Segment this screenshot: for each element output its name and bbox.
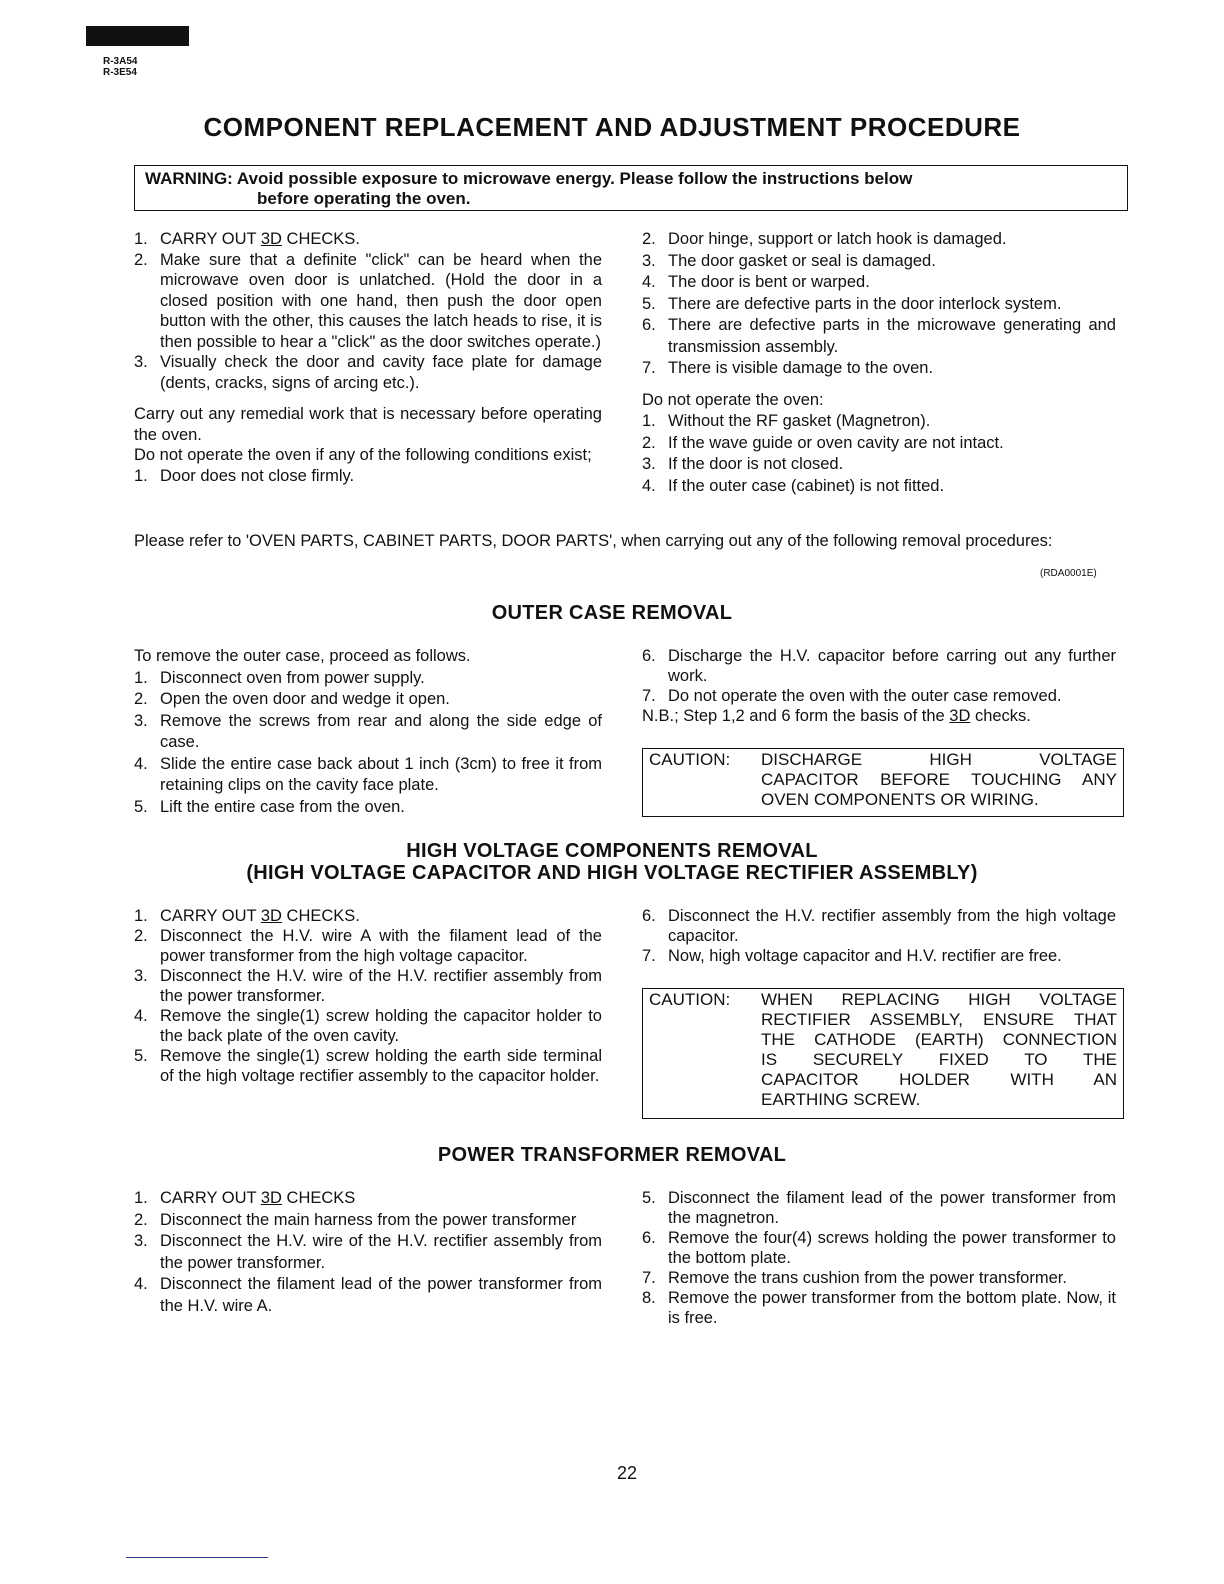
outer-case-left-column	[134, 646, 602, 818]
intro-right-column	[642, 229, 1116, 497]
list-item: 5. Lift the entire case from the oven.	[134, 797, 405, 816]
page-number: 22	[616, 1463, 638, 1483]
list-item: 6. Discharge the H.V. capacitor before carring out any further work.	[642, 647, 1116, 685]
list-item: 2. Open the oven door and wedge it open.	[134, 690, 450, 708]
remedial-text: Carry out any remedial work that is necessary before operating the oven.	[134, 405, 602, 444]
conditions-text: Do not operate the oven if any of the following conditions exist;	[134, 446, 592, 464]
list-item: 7. Do not operate the oven with the outer case removed.	[642, 687, 1062, 705]
list-item: 3. Remove the screws from rear and along the side edge of case.	[134, 711, 602, 751]
caution-box-rectifier: CAUTION: WHEN REPLACING HIGH VOLTAGE RECTIFIER ASSEMBLY, ENSURE THAT THE CATHODE (EARTH) CONNECTION IS SECURELY FIXED TO THE CAPACITOR HOLDER WITH AN EARTHING SCREW.	[642, 988, 1124, 1119]
pt-left-column	[134, 1188, 602, 1317]
list-item: 7. Now, high voltage capacitor and H.V. rectifier are free.	[642, 947, 1062, 965]
list-item: 2. Make sure that a definite "click" can be heard when the microwave oven door is unlatched. (Hold the door in a closed position with one hand, then push the door open button with the other, this causes the latch heads to rise, it is then possible to hear a "click" as the door switches operate.)	[134, 250, 602, 351]
list-item: 4. The door is bent or warped.	[642, 273, 870, 291]
nb-note: N.B.; Step 1,2 and 6 form the basis of the 3D checks.	[642, 707, 1031, 725]
document-code: (RDA0001E)	[1040, 568, 1097, 579]
refer-text: Please refer to 'OVEN PARTS, CABINET PARTS, DOOR PARTS', when carrying out any of the following removal procedures:	[134, 532, 1053, 550]
outer-case-intro: To remove the outer case, proceed as follows.	[134, 647, 471, 665]
list-item: 3. If the door is not closed.	[642, 455, 844, 473]
list-item: 3. Disconnect the H.V. wire of the H.V. rectifier assembly from the power transformer.	[134, 967, 602, 1005]
model-number: R-3E54	[103, 67, 137, 78]
list-item: 6. Disconnect the H.V. rectifier assembly from the high voltage capacitor.	[642, 907, 1116, 945]
do-not-operate-heading: Do not operate the oven:	[642, 390, 824, 409]
list-item: 7. Remove the trans cushion from the power transformer.	[642, 1269, 1067, 1287]
list-item: 4. Slide the entire case back about 1 inch (3cm) to free it from retaining clips on the cavity face plate.	[134, 754, 602, 794]
section-title-hv-components: HIGH VOLTAGE COMPONENTS REMOVAL	[406, 840, 818, 862]
list-item: 5. There are defective parts in the door interlock system.	[642, 294, 1062, 313]
list-item: 2. Disconnect the H.V. wire A with the filament lead of the power transformer from the high voltage capacitor.	[134, 927, 602, 965]
header-black-bar	[86, 26, 189, 46]
list-item: 1. Disconnect oven from power supply.	[134, 668, 425, 687]
list-item: 5. Remove the single(1) screw holding the earth side terminal of the high voltage rectifier assembly to the capacitor holder.	[134, 1047, 602, 1085]
list-item: 4. Remove the single(1) screw holding the capacitor holder to the back plate of the oven cavity.	[134, 1007, 602, 1045]
section-title-power-transformer: POWER TRANSFORMER REMOVAL	[437, 1144, 787, 1166]
warning-box	[134, 165, 1128, 211]
list-item: 3. Disconnect the H.V. wire of the H.V. rectifier assembly from the power transformer.	[134, 1232, 602, 1272]
list-item: 4. Disconnect the filament lead of the power transformer from the H.V. wire A.	[134, 1275, 602, 1315]
list-item: 3. Visually check the door and cavity face plate for damage (dents, cracks, signs of arcing etc.).	[134, 353, 602, 392]
section-title-outer-case: OUTER CASE REMOVAL	[491, 602, 733, 624]
model-number: R-3A54	[103, 56, 138, 67]
caution-label: CAUTION:	[649, 990, 731, 1009]
list-item: 1. CARRY OUT 3D CHECKS	[134, 1189, 356, 1207]
page-title: COMPONENT REPLACEMENT AND ADJUSTMENT PROCEDURE	[203, 112, 1021, 142]
list-item: 1. Without the RF gasket (Magnetron).	[642, 412, 931, 430]
section-subtitle-hv-components: (HIGH VOLTAGE CAPACITOR AND HIGH VOLTAGE RECTIFIER ASSEMBLY)	[246, 862, 978, 884]
hv-left-column	[134, 906, 602, 1086]
footer-rule	[126, 1557, 268, 1558]
list-item: 3. The door gasket or seal is damaged.	[642, 251, 936, 270]
list-item: 2. Door hinge, support or latch hook is damaged.	[642, 230, 1007, 248]
caution-box-discharge: CAUTION: DISCHARGE HIGH VOLTAGE CAPACITOR BEFORE TOUCHING ANY OVEN COMPONENTS OR WIRING.	[642, 748, 1124, 817]
list-item: 1. CARRY OUT 3D CHECKS.	[134, 907, 360, 925]
list-item: 7. There is visible damage to the oven.	[642, 359, 934, 377]
intro-left-column	[134, 229, 602, 486]
list-item: 1. Door does not close firmly.	[134, 466, 355, 485]
model-numbers	[103, 56, 137, 78]
list-item: 8. Remove the power transformer from the bottom plate. Now, it is free.	[642, 1289, 1116, 1327]
warning-text-1: Avoid possible exposure to microwave energy. Please follow the instructions below	[236, 169, 913, 188]
list-item: 6. There are defective parts in the microwave generating and transmission assembly.	[642, 316, 1116, 356]
list-item: 1. CARRY OUT 3D CHECKS.	[134, 230, 360, 248]
warning-label: WARNING:	[145, 169, 233, 188]
warning-text-2: before operating the oven.	[257, 189, 471, 208]
list-item: 2. Disconnect the main harness from the power transformer	[134, 1210, 577, 1229]
list-item: 6. Remove the four(4) screws holding the power transformer to the bottom plate.	[642, 1229, 1116, 1267]
hv-right-column	[642, 906, 1116, 966]
caution-label: CAUTION:	[649, 750, 731, 769]
pt-right-column	[642, 1188, 1116, 1328]
list-item: 4. If the outer case (cabinet) is not fitted.	[642, 476, 945, 495]
list-item: 5. Disconnect the filament lead of the power transformer from the magnetron.	[642, 1189, 1116, 1227]
outer-case-right-column	[642, 646, 1116, 726]
list-item: 2. If the wave guide or oven cavity are not intact.	[642, 433, 1004, 452]
